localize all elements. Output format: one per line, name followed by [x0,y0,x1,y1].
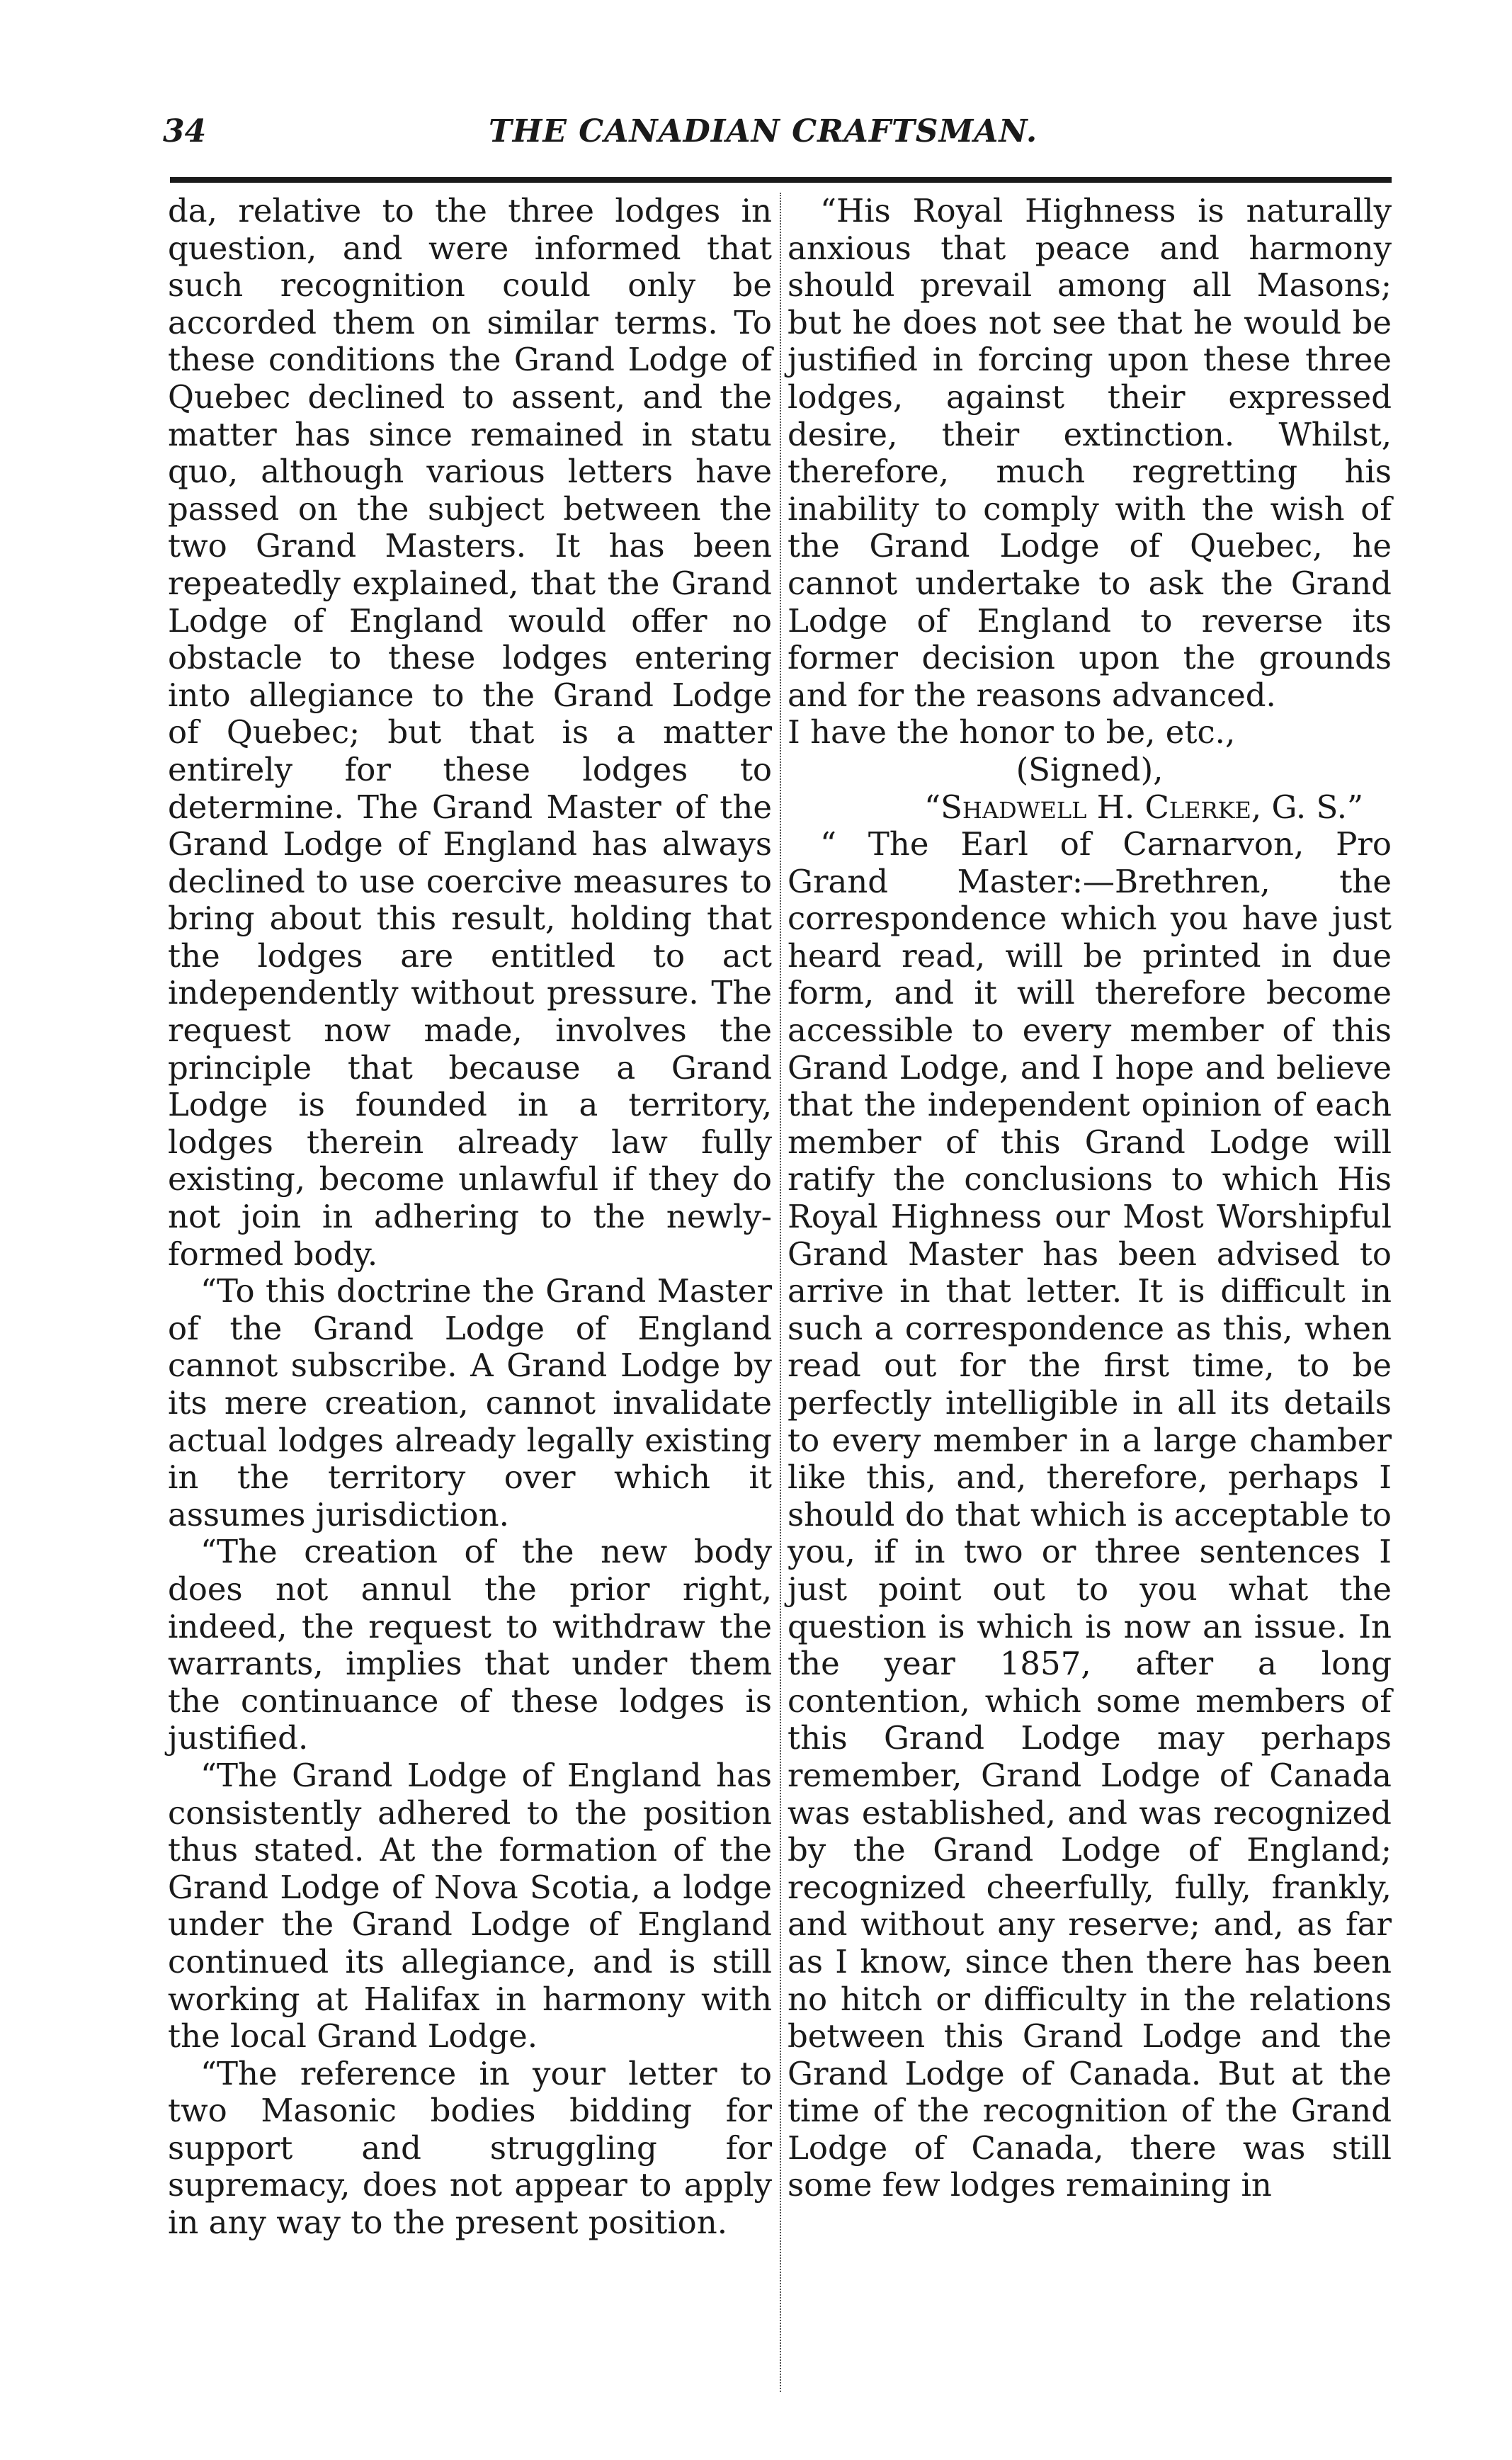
signed-line: (Signed), [1016,750,1164,788]
left-paragraph-4: “The Grand Lodge of England has consistently adhered to the position thus stated. At the formation of the Grand Lodge of Nova Scotia, a lodge under the Grand Lodge of England continued its allegiance, and is still working at Halifax in harmony with the local Grand Lodge. [168,1756,772,2056]
right-paragraph-1: “His Royal Highness is naturally anxious that peace and harmony should prevail among all Masons; but he does not see that he would be justified in forcing upon these three lodges, against their expressed desire, their extinction. Whilst, therefore, much regretting his inability to comply with the wish of the Grand Lodge of Quebec, he cannot undertake to ask the Grand Lodge of England to reverse its former decision upon the grounds and for the reasons advanced. [788,192,1392,714]
page-number: 34 [163,113,207,149]
page-header [163,106,1392,156]
header-rule [170,177,1392,183]
left-paragraph-5: “The reference in your letter to two Masonic bodies bidding for support and struggling for supremacy, does not appear to apply in any way to the present position. [168,2054,772,2242]
left-paragraph-3: “The creation of the new body does not annul the prior right, indeed, the request to withdraw the warrants, implies that under them the continuance of these lodges is justified. [168,1533,772,1757]
right-paragraph-2: I have the honor to be, etc., [788,713,1236,752]
left-paragraph-1: da, relative to the three lodges in question, and were informed that such recognition could only be accorded them on similar terms. To these conditions the Grand Lodge of Quebec declined to assent, and the matter has since remained in statu quo, although various letters have passed on the subject between the two Grand Masters. It has been repeatedly explained, that the Grand Lodge of England would offer no obstacle to these lodges entering into allegiance to the Grand Lodge of Quebec; but that is a matter entirely for these lodges to determine. The Grand Master of the Grand Lodge of England has always declined to use coercive measures to bring about this result, holding that the lodges are entitled to act independently without pressure. The request now made, involves the principle that because a Grand Lodge is founded in a territory, lodges therein already law fully existing, become unlawful if they do not join in adhering to the newly-formed body. [168,192,772,1273]
right-paragraph-5: “ The Earl of Carnarvon, Pro Grand Master:—Brethren, the correspondence which you have just heard read, will be printed in due form, and it will therefore become accessible to every member of this Grand Lodge, and I hope and believe that the independent opinion of each member of this Grand Lodge will ratify the conclusions to which His Royal Highness our Most Worshipful Grand Master has been advised to arrive in that letter. It is difficult in such a correspondence as this, when read out for the first time, to be perfectly intelligible in all its details to every member in a large chamber like this, and, therefore, perhaps I should do that which is acceptable to you, if in two or three sentences I just point out to you what the question is which is now an issue. In the year 1857, after a long contention, which some members of this Grand Lodge may perhaps remember, Grand Lodge of Canada was established, and was recognized by the Grand Lodge of England; recognized cheerfully, fully, frankly, and without any reserve; and, as far as I know, since then there has been no hitch or difficulty in the relations between this Grand Lodge and the Grand Lodge of Canada. But at the time of the recognition of the Grand Lodge of Canada, there was still some few lodges remaining in [788,825,1392,2204]
column-divider [780,193,781,2392]
left-paragraph-2: “To this doctrine the Grand Master of the Grand Lodge of England cannot subscribe. A Grand Lodge by its mere creation, cannot invalidate actual lodges already legally existing in the territory over which it assumes jurisdiction. [168,1272,772,1534]
signature-line: “Shadwell H. Clerke, G. S.” [924,788,1363,826]
left-column [168,193,772,2242]
right-column [788,193,1392,2204]
running-title: THE CANADIAN CRAFTSMAN. [489,113,1038,149]
